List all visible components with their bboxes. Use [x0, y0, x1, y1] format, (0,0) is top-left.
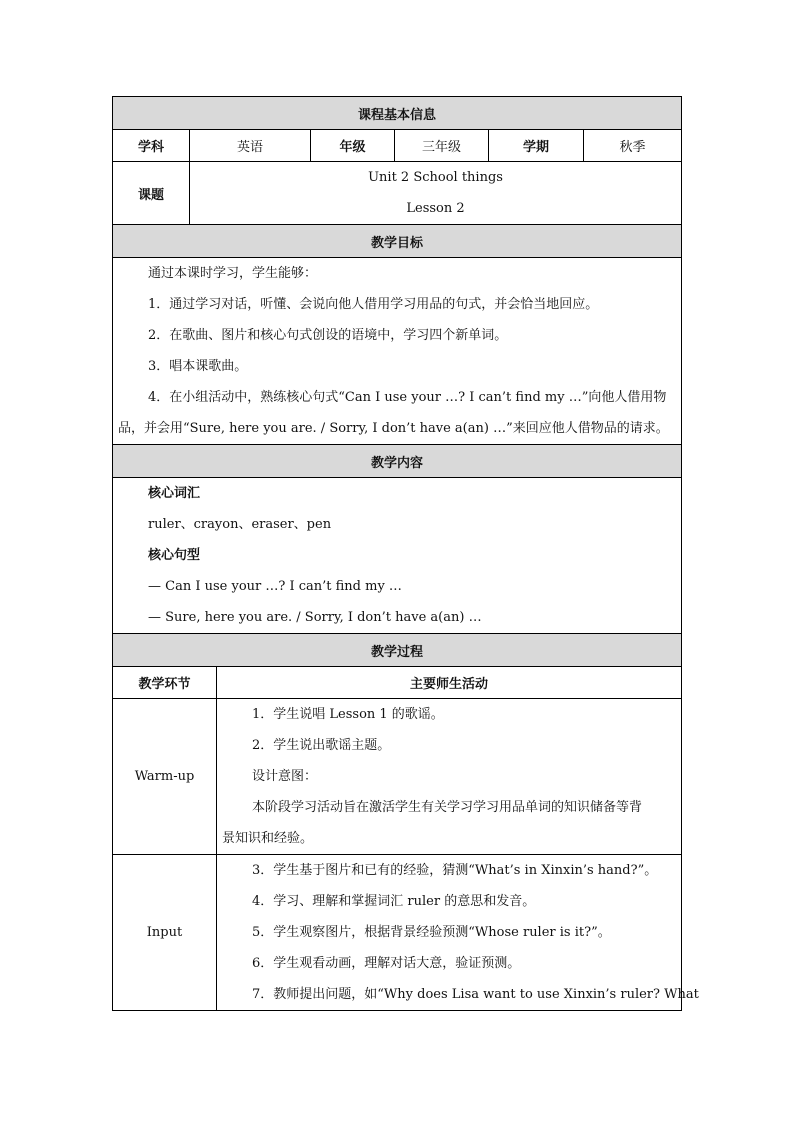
grade-label: 年级: [311, 130, 395, 162]
warmup-line-2: 2．学生说出歌谣主题。: [252, 738, 391, 753]
input-line-2: 4．学习、理解和掌握词汇 ruler 的意思和发音。: [252, 894, 536, 909]
process-header-row: [113, 634, 682, 667]
input-line-1: 3．学生基于图片和已有的经验，猜测“What’s in Xinxin’s hand?”。: [252, 863, 658, 878]
warmup-line-5: 景知识和经验。: [222, 831, 314, 846]
process-row-warmup: [113, 699, 682, 855]
topic-unit: Unit 2 School things: [368, 170, 503, 185]
process-row-input: [113, 855, 682, 1011]
content-body: [113, 478, 682, 634]
col-header-stage: 教学环节: [113, 667, 217, 699]
warmup-line-1: 1．学生说唱 Lesson 1 的歌谣。: [252, 707, 444, 722]
lesson-plan-sheet: [112, 96, 699, 1011]
term-value: 秋季: [584, 130, 682, 162]
section-title-info: 课程基本信息: [113, 97, 682, 130]
warmup-line-3: 设计意图：: [252, 769, 318, 784]
info-meta-row: [113, 130, 682, 162]
objectives-body: [113, 258, 682, 445]
objectives-header-row: [113, 225, 682, 258]
input-line-5: 7．教师提出问题，如“Why does Lisa want to use Xinxin’s ruler? What: [252, 987, 699, 1002]
stage-input: Input: [113, 855, 217, 1011]
subject-label: 学科: [113, 130, 190, 162]
objective-item-2: 2．在歌曲、图片和核心句式创设的语境中，学习四个新单词。: [148, 328, 508, 343]
content-body-row: [113, 478, 682, 634]
activity-warmup: [217, 699, 682, 855]
grade-value: 三年级: [395, 130, 489, 162]
objective-item-3: 3．唱本课歌曲。: [148, 359, 248, 374]
pattern-answer: — Sure, here you are. / Sorry, I don’t have a(an) …: [148, 610, 482, 625]
topic-lesson: Lesson 2: [406, 201, 465, 216]
pattern-label: 核心句型: [148, 548, 201, 563]
vocab-list: ruler、crayon、eraser、pen: [148, 517, 332, 532]
lesson-plan-table: [112, 96, 699, 1011]
topic-value: [190, 162, 682, 225]
objectives-intro: 通过本课时学习，学生能够：: [148, 266, 318, 281]
term-label: 学期: [489, 130, 584, 162]
objective-item-1: 1．通过学习对话，听懂、会说向他人借用学习用品的句式，并会恰当地回应。: [148, 297, 599, 312]
section-title-process: 教学过程: [113, 634, 682, 667]
subject-value: 英语: [190, 130, 311, 162]
process-columns-row: [113, 667, 682, 699]
content-header-row: [113, 445, 682, 478]
objective-item-4-line2: 品，并会用“Sure, here you are. / Sorry, I don’t have a(an) …”来回应他人借物品的请求。: [118, 421, 669, 436]
section-title-objectives: 教学目标: [113, 225, 682, 258]
input-line-4: 6．学生观看动画，理解对话大意，验证预测。: [252, 956, 521, 971]
objectives-body-row: [113, 258, 682, 445]
objective-item-4-line1: 4．在小组活动中，熟练核心句式“Can I use your …? I can’t find my …”向他人借用物: [148, 390, 667, 405]
vocab-label: 核心词汇: [148, 486, 201, 501]
topic-row: [113, 162, 682, 225]
input-line-3: 5．学生观察图片，根据背景经验预测“Whose ruler is it?”。: [252, 925, 611, 940]
col-header-activity: 主要师生活动: [217, 667, 682, 699]
topic-label: 课题: [113, 162, 190, 225]
info-header-row: [113, 97, 682, 130]
pattern-question: — Can I use your …? I can’t find my …: [148, 579, 402, 594]
stage-warmup: Warm-up: [113, 699, 217, 855]
section-title-content: 教学内容: [113, 445, 682, 478]
warmup-line-4: 本阶段学习活动旨在激活学生有关学习学习用品单词的知识储备等背: [252, 800, 643, 815]
activity-input: [217, 855, 699, 1011]
